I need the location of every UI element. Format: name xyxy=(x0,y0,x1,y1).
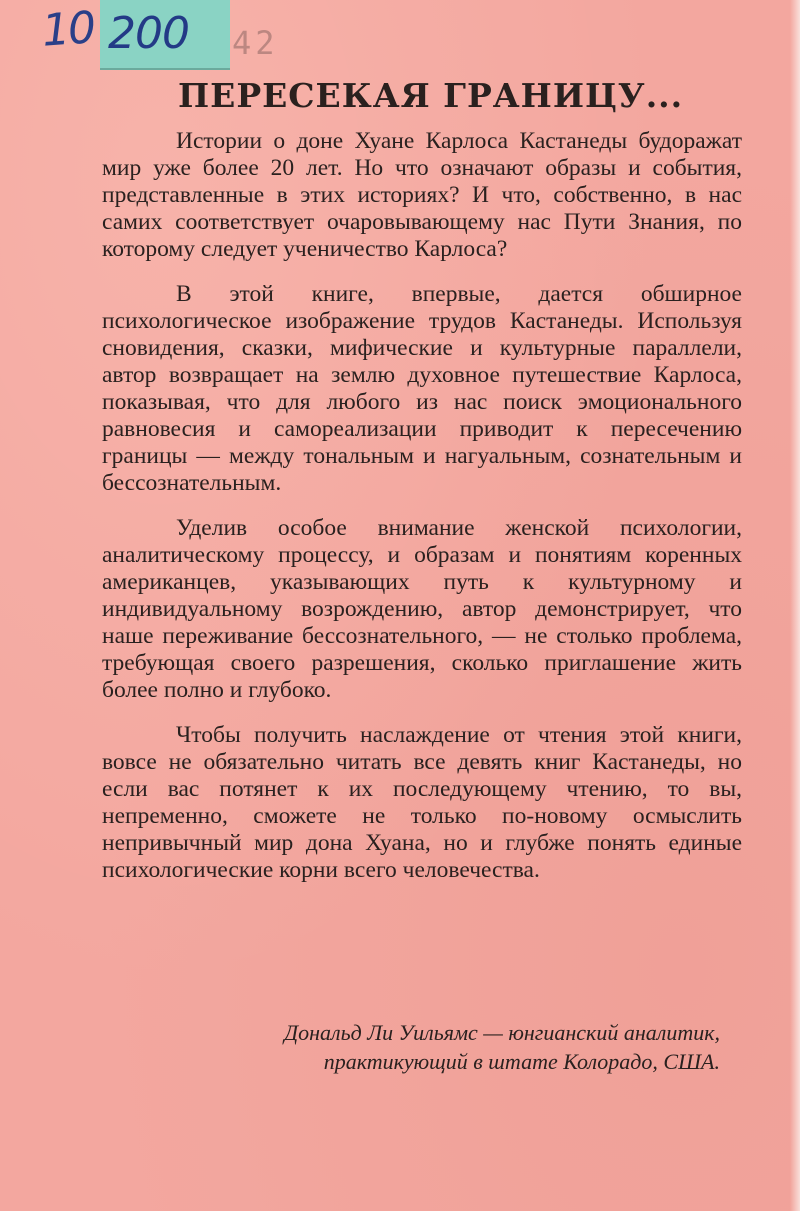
attribution-line-1: Дональд Ли Уильямс — юнгианский аналитик, xyxy=(284,1020,720,1045)
body-text xyxy=(102,128,742,902)
attribution-line-2: практикующий в штате Колорадо, США. xyxy=(323,1049,720,1074)
paragraph-4: Чтобы получить наслаждение от чтения этой книги, вовсе не обязательно читать все девять книг Кастанеды, но если вас потянет к их последующему чтению, то вы, непременно, сможете не только по-новому осмыслить непривычный мир дона Хуана, но и глубже понять единые психологические корни всего человечества. xyxy=(102,722,742,883)
paragraph-1: Истории о доне Хуане Карлоса Кастанеды будоражат мир уже более 20 лет. Но что означают образы и события, представленные в этих историях? И что, собственно, в нас самих соответствует очаровывающему нас Пути Знания, по которому следует ученичество Карлоса? xyxy=(102,128,742,262)
author-attribution xyxy=(150,1018,720,1076)
paragraph-2: В этой книге, впервые, дается обширное психологическое изображение трудов Кастанеды. Используя сновидения, сказки, мифические и культурные параллели, автор возвращает на землю духовное путешествие Карлоса, показывая, что для любого из нас поиск эмоционального равновесия и самореализации приводит к пересечению границы — между тональным и нагуальным, сознательным и бессознательным. xyxy=(102,281,742,496)
price-sticker xyxy=(100,0,230,70)
stamp-code: 42 xyxy=(232,24,279,62)
paragraph-3: Уделив особое внимание женской психологии, аналитическому процессу, и образам и понятиям коренных американцев, указывающих путь к культурному и индивидуальному возрождению, автор демонстрирует, что наше переживание бессознательного, — не столько проблема, требующая своего разрешения, сколько приглашение жить более полно и глубоко. xyxy=(102,515,742,703)
handwritten-number: 10 xyxy=(40,2,96,57)
price-value: 200 xyxy=(108,8,189,59)
page-edge xyxy=(790,0,800,1211)
page-title: ПЕРЕСЕКАЯ ГРАНИЦУ... xyxy=(178,76,684,115)
